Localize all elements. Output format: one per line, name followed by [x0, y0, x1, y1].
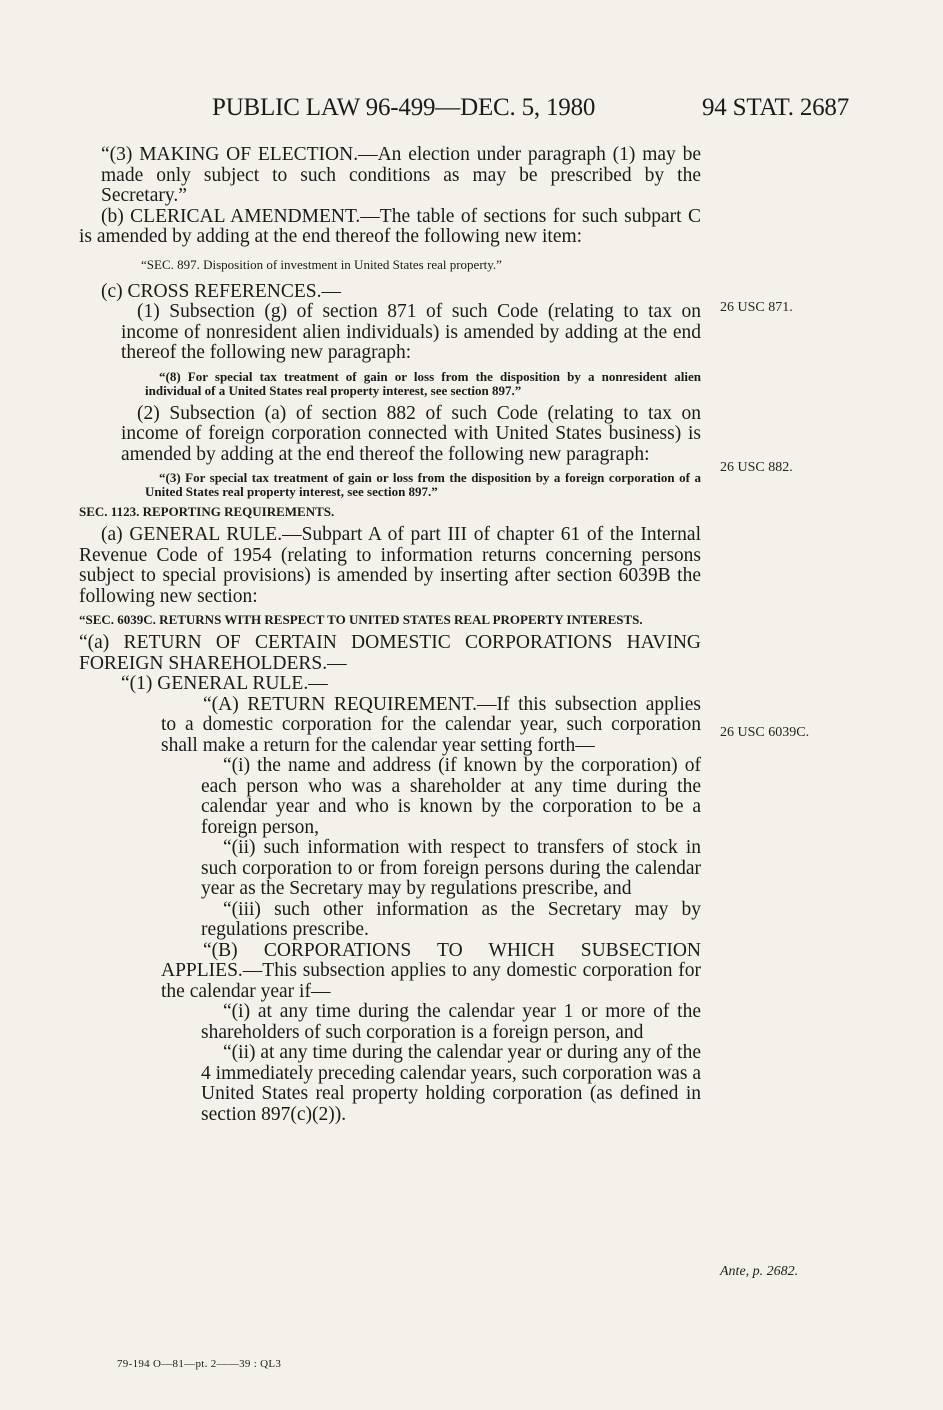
paragraph-subsection-g-871: (1) Subsection (g) of section 871 of such Code (relating to tax on income of nonresident alien individuals) is amended by adding at the end thereof the following new paragraph: [121, 301, 701, 363]
margin-note-26-usc-6039c: 26 USC 6039C. [720, 725, 810, 740]
section-1123-heading: SEC. 1123. REPORTING REQUIREMENTS. [79, 504, 335, 519]
header-stat-citation: 94 STAT. 2687 [702, 94, 850, 121]
clause-i-name-address: “(i) the name and address (if known by the corporation) of each person who was a shareholder at any time during the calendar year and who is known by the corporation to be a foreign person, [201, 755, 701, 838]
paragraph-subsection-a-882: (2) Subsection (a) of section 882 of such Code (relating to tax on income of foreign corporation connected with United States business) is amended by adding at the end thereof the following new paragraph: [121, 402, 701, 465]
document-body [79, 145, 701, 1125]
clause-ii-transfer-information: “(ii) such information with respect to transfers of stock in such corporation to or from foreign persons during the calendar year as the Secretary may by regulations prescribe, and [201, 837, 701, 899]
print-code-footer: 79-194 O—81—pt. 2——39 : QL3 [117, 1358, 282, 1370]
subparagraph-b-corporations: “(B) CORPORATIONS TO WHICH SUBSECTION APPLIES.—This subsection applies to any domestic corporation for the calendar year if— [161, 939, 701, 1002]
margin-note-ante: Ante, p. 2682. [720, 1264, 799, 1279]
paragraph-clerical-amendment: (b) CLERICAL AMENDMENT.—The table of sections for such subpart C is amended by adding at the end thereof the following new item: [79, 205, 701, 247]
margin-note-26-usc-871: 26 USC 871. [720, 300, 793, 315]
clause-i-foreign-shareholder: “(i) at any time during the calendar year 1 or more of the shareholders of such corporation is a foreign person, and [201, 1001, 701, 1043]
paragraph-cross-references: (c) CROSS REFERENCES.— [101, 280, 341, 302]
paragraph-1-general-rule: “(1) GENERAL RULE.— [121, 673, 328, 694]
table-of-sections-item: “SEC. 897. Disposition of investment in United States real property.” [141, 256, 502, 272]
margin-note-26-usc-882: 26 USC 882. [720, 460, 793, 475]
subsection-a-heading: “(a) RETURN OF CERTAIN DOMESTIC CORPORATIONS HAVING FOREIGN SHAREHOLDERS.— [79, 632, 701, 674]
clause-iii-other-information: “(iii) such other information as the Secretary may by regulations prescribe. [201, 898, 701, 940]
page-header [0, 94, 943, 130]
section-6039c-heading: “SEC. 6039C. RETURNS WITH RESPECT TO UNITED STATES REAL PROPERTY INTERESTS. [79, 612, 643, 627]
new-paragraph-3: “(3) For special tax treatment of gain or loss from the disposition by a foreign corporation of a United States real property interest, see section 897.” [145, 470, 701, 499]
paragraph-general-rule: (a) GENERAL RULE.—Subpart A of part III of chapter 61 of the Internal Revenue Code of 1954 (relating to information returns concerning persons subject to special provisions) is amended by inserting after section 6039B the following new section: [79, 524, 701, 607]
header-title: PUBLIC LAW 96-499—DEC. 5, 1980 [212, 94, 596, 121]
new-paragraph-8: “(8) For special tax treatment of gain or loss from the disposition by a nonresident alien individual of a United States real property interest, see section 897.” [145, 368, 701, 398]
subparagraph-a-return-requirement: “(A) RETURN REQUIREMENT.—If this subsection applies to a domestic corporation for the calendar year, such corporation shall make a return for the calendar year setting forth— [161, 693, 701, 756]
paragraph-making-of-election: “(3) MAKING OF ELECTION.—An election under paragraph (1) may be made only subject to such conditions as may be prescribed by the Secretary.” [101, 144, 701, 206]
clause-ii-real-property-holding: “(ii) at any time during the calendar year or during any of the 4 immediately preceding calendar years, such corporation was a United States real property holding corporation (as defined in section 897(c)(2)). [201, 1042, 701, 1125]
